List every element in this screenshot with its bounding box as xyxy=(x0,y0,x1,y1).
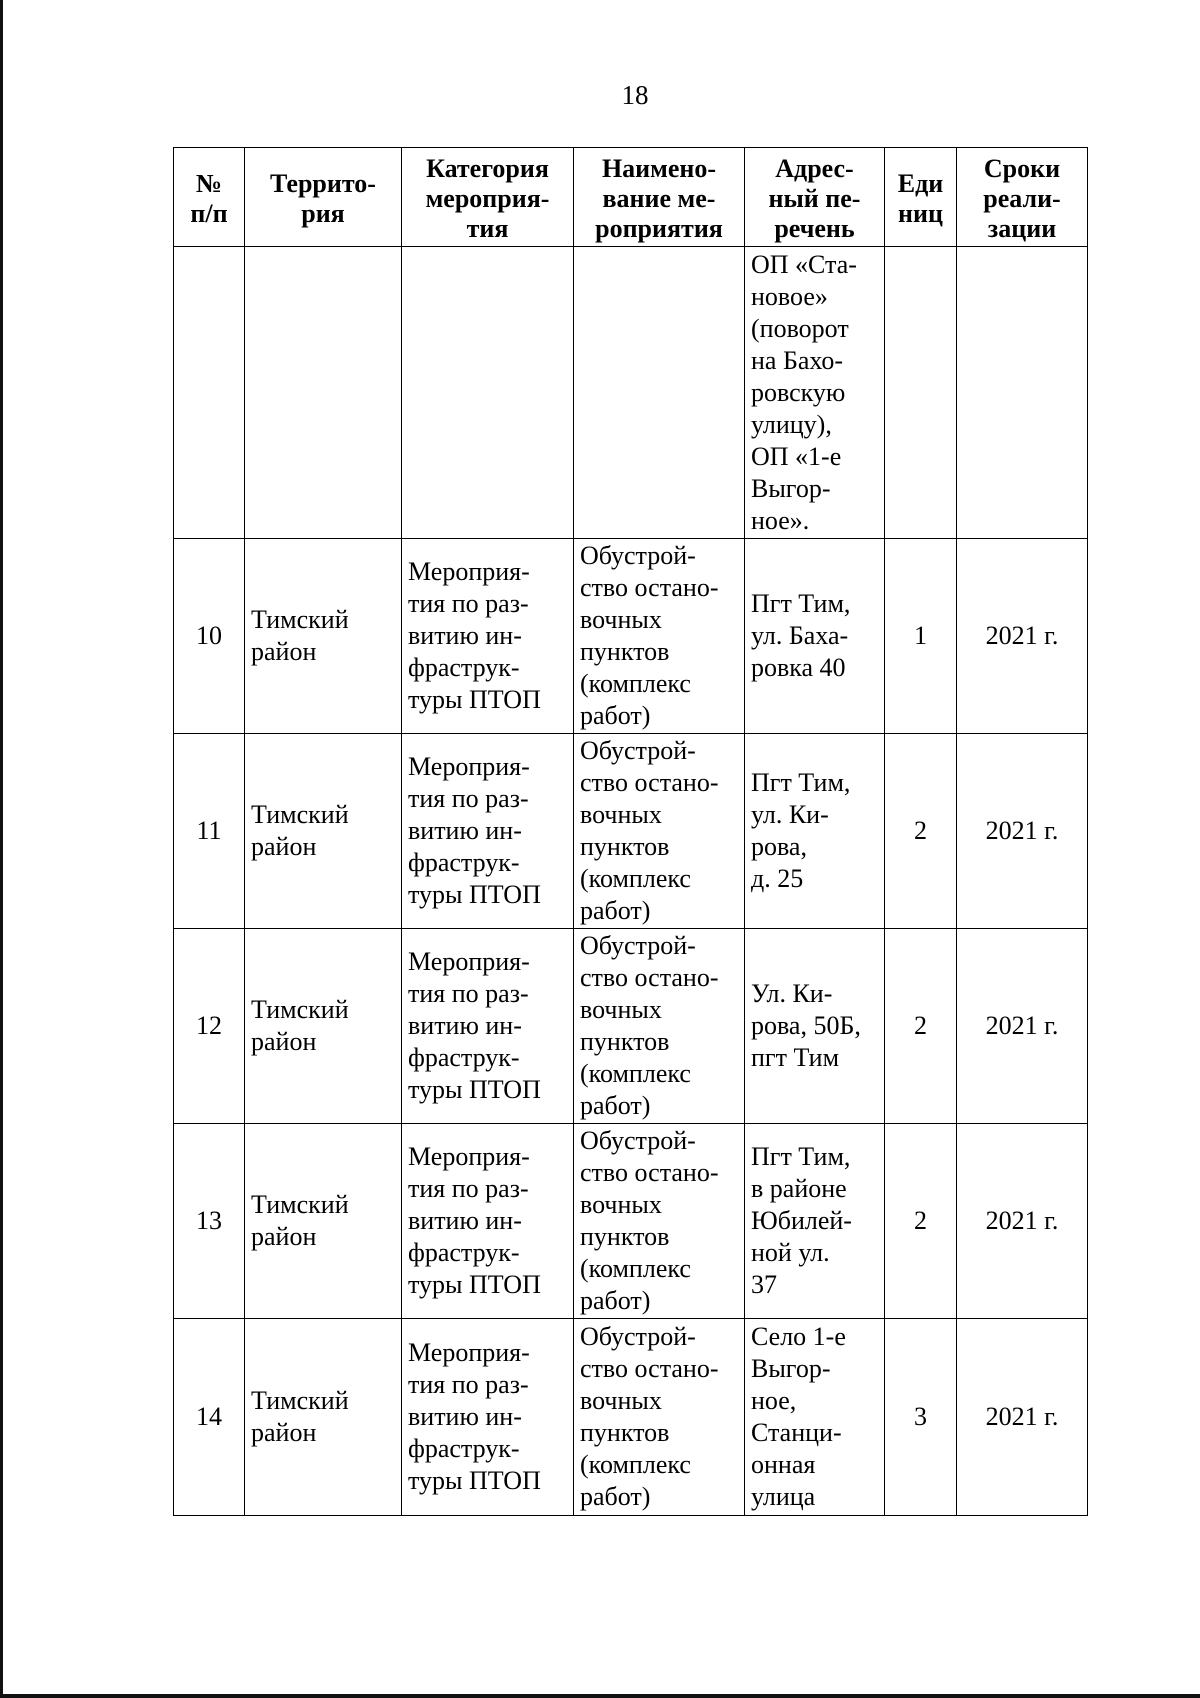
cell-territory xyxy=(245,247,402,539)
cell-units xyxy=(885,247,957,539)
cell-deadline: 2021 г. xyxy=(957,929,1088,1124)
header-deadline: Сроки реали- зации xyxy=(957,148,1088,247)
header-name: Наимено- вание ме- роприятия xyxy=(574,148,745,247)
cell-num: 13 xyxy=(174,1124,245,1319)
cell-num: 12 xyxy=(174,929,245,1124)
cell-num xyxy=(174,247,245,539)
table-row xyxy=(174,1124,1088,1319)
scan-edge-left xyxy=(0,0,3,1698)
cell-name: Обустрой- ство остано- вочных пунктов (комплекс работ) xyxy=(574,929,745,1124)
cell-units: 3 xyxy=(885,1319,957,1516)
scan-edge-bottom xyxy=(0,1694,1200,1698)
cell-num: 11 xyxy=(174,734,245,929)
cell-territory: Тимский район xyxy=(245,734,402,929)
cell-address: Пгт Тим, в районе Юбилей- ной ул. 37 xyxy=(745,1124,885,1319)
table-row xyxy=(174,539,1088,734)
cell-num: 14 xyxy=(174,1319,245,1516)
table-row-continuation xyxy=(174,247,1088,539)
cell-units: 1 xyxy=(885,539,957,734)
header-units: Еди ниц xyxy=(885,148,957,247)
cell-units: 2 xyxy=(885,929,957,1124)
cell-deadline: 2021 г. xyxy=(957,539,1088,734)
cell-territory: Тимский район xyxy=(245,1124,402,1319)
cell-deadline: 2021 г. xyxy=(957,734,1088,929)
page-number: 18 xyxy=(621,80,649,110)
cell-name: Обустрой- ство остано- вочных пунктов (комплекс работ) xyxy=(574,1124,745,1319)
cell-name: Обустрой- ство остано- вочных пунктов (комплекс работ) xyxy=(574,539,745,734)
cell-address: ОП «Ста- новое» (поворот на Бахо- ровскую улицу), ОП «1-е Выгор- ное». xyxy=(745,247,885,539)
header-address: Адрес- ный пе- речень xyxy=(745,148,885,247)
cell-units: 2 xyxy=(885,1124,957,1319)
cell-category: Мероприя- тия по раз- витию ин- фраструк- туры ПТОП xyxy=(402,1124,574,1319)
cell-territory: Тимский район xyxy=(245,929,402,1124)
cell-deadline xyxy=(957,247,1088,539)
cell-units: 2 xyxy=(885,734,957,929)
cell-address: Пгт Тим, ул. Баха- ровка 40 xyxy=(745,539,885,734)
header-territory: Террито- рия xyxy=(245,148,402,247)
header-category: Категория мероприя- тия xyxy=(402,148,574,247)
measures-table xyxy=(173,147,1088,1516)
cell-deadline: 2021 г. xyxy=(957,1124,1088,1319)
cell-category: Мероприя- тия по раз- витию ин- фраструк- туры ПТОП xyxy=(402,539,574,734)
cell-category: Мероприя- тия по раз- витию ин- фраструк- туры ПТОП xyxy=(402,1319,574,1516)
cell-category: Мероприя- тия по раз- витию ин- фраструк- туры ПТОП xyxy=(402,929,574,1124)
table-row xyxy=(174,1319,1088,1516)
cell-address: Село 1-е Выгор- ное, Станци- онная улица xyxy=(745,1319,885,1516)
cell-territory: Тимский район xyxy=(245,1319,402,1516)
cell-address: Пгт Тим, ул. Ки- рова, д. 25 xyxy=(745,734,885,929)
table-header-row xyxy=(174,148,1088,247)
cell-address: Ул. Ки- рова, 50Б, пгт Тим xyxy=(745,929,885,1124)
cell-name: Обустрой- ство остано- вочных пунктов (комплекс работ) xyxy=(574,1319,745,1516)
cell-num: 10 xyxy=(174,539,245,734)
cell-category: Мероприя- тия по раз- витию ин- фраструк- туры ПТОП xyxy=(402,734,574,929)
header-num: № п/п xyxy=(174,148,245,247)
cell-name: Обустрой- ство остано- вочных пунктов (комплекс работ) xyxy=(574,734,745,929)
table-row xyxy=(174,734,1088,929)
table-row xyxy=(174,929,1088,1124)
cell-deadline: 2021 г. xyxy=(957,1319,1088,1516)
cell-territory: Тимский район xyxy=(245,539,402,734)
cell-name xyxy=(574,247,745,539)
cell-category xyxy=(402,247,574,539)
